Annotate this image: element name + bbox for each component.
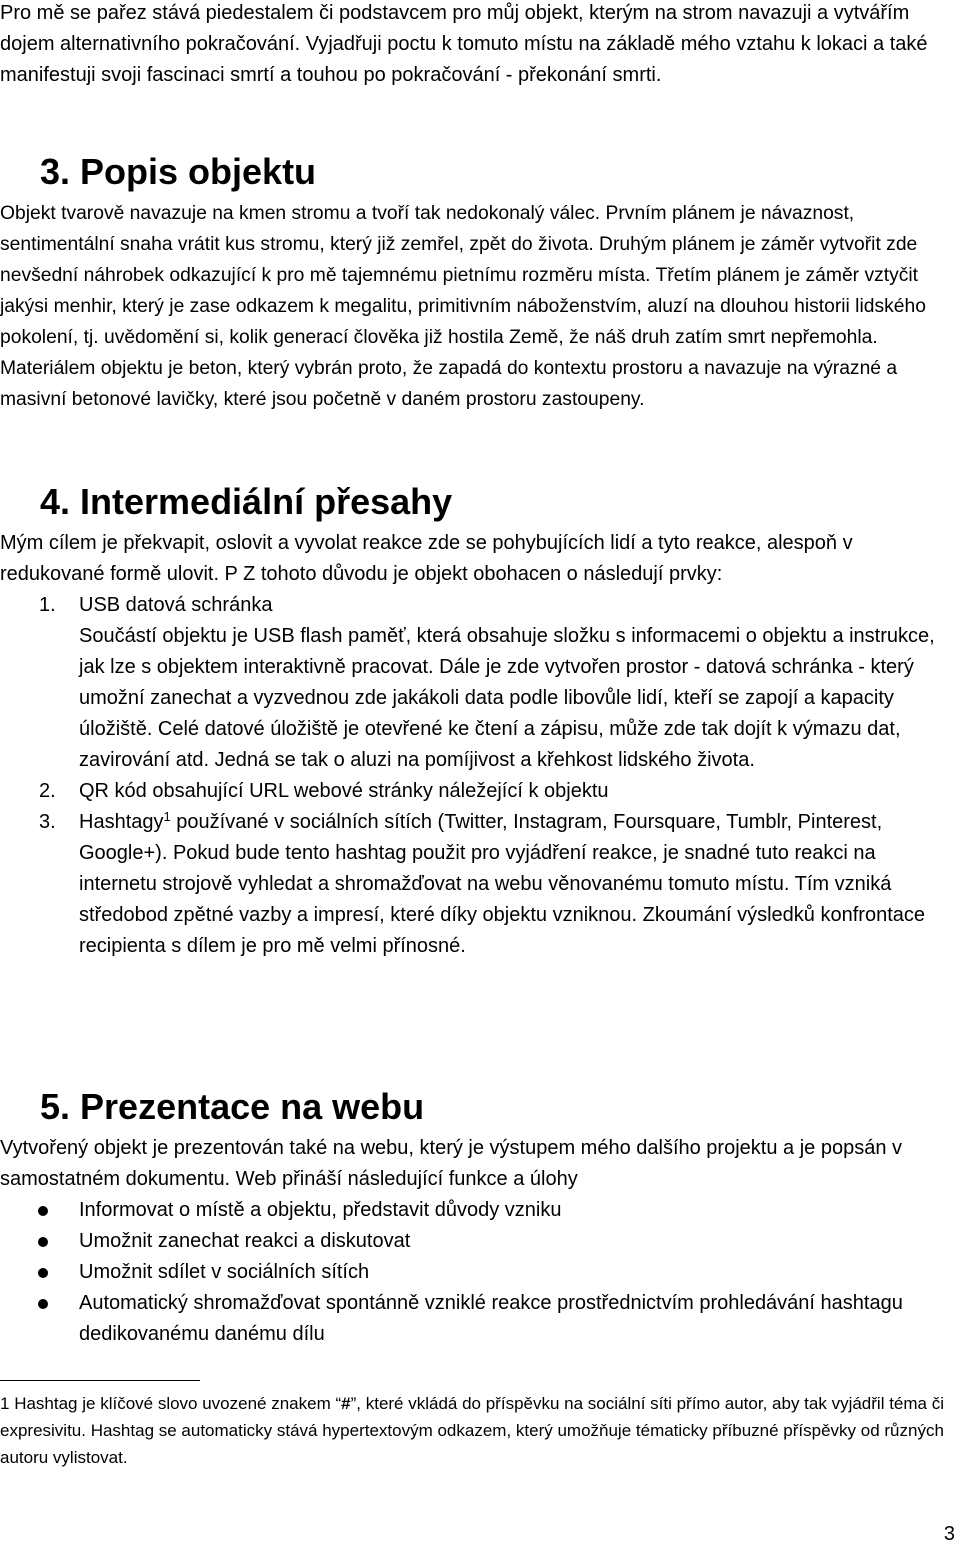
section-4-heading: 4. Intermediální přesahy bbox=[40, 481, 453, 522]
bullet-text: Umožnit zanechat reakci a diskutovat bbox=[79, 1230, 411, 1252]
bullet-item bbox=[0, 1226, 954, 1257]
list-item-text-rest: používané v sociálních sítích (Twitter, Instagram, Foursquare, Tumblr, Pinterest, Google+). Pokud bude tento hashtag použit pro vyjádření reakce, je snadné tuto reakci na internetu strojově vyhledat a shromažďovat na webu věnovanému tomuto místu. Tím vzniká středobod zpětné vazby a impresí, které díky objektu vzniknou. Zkoumání výsledků konfrontace recipienta s dílem je pro mě velmi přínosné. bbox=[79, 811, 925, 957]
page-number: 3 bbox=[943, 1523, 955, 1545]
bullet-icon bbox=[38, 1206, 48, 1216]
bullet-item bbox=[0, 1195, 954, 1226]
bullet-icon bbox=[38, 1268, 48, 1278]
list-item-text-start: Hashtagy bbox=[79, 811, 164, 833]
list-item-text: QR kód obsahující URL webové stránky náležející k objektu bbox=[79, 780, 609, 802]
list-item-number: 2. bbox=[39, 780, 56, 802]
section-5-bullet-list bbox=[0, 1195, 954, 1350]
intro-paragraph: Pro mě se pařez stává piedestalem či podstavcem pro můj objekt, kterým na strom navazuji a vytvářím dojem alternativního pokračování. Vyjadřuji poctu k tomuto místu na základě mého vztahu k lokaci a také manifestuji svoji fascinaci smrtí a touhou po pokračování - překonání smrti. bbox=[0, 2, 928, 86]
section-5-body: Vytvořený objekt je prezentován také na webu, který je výstupem mého dalšího projektu a je popsán v samostatném dokumentu. Web přináší následující funkce a úlohy bbox=[0, 1137, 902, 1190]
bullet-item bbox=[0, 1288, 954, 1350]
footnote-reference[interactable]: 1 bbox=[163, 809, 171, 824]
footnote-symbol: # bbox=[341, 1394, 351, 1413]
bullet-icon bbox=[38, 1237, 48, 1247]
bullet-icon bbox=[38, 1299, 48, 1309]
list-item-text: Součástí objektu je USB flash paměť, která obsahuje složku s informacemi o objektu a instrukce, jak lze s objektem interaktivně pracovat. Dále je zde vytvořen prostor - datová schránka - který umožní zanechat a vyzvednou zde jakákoli data podle libovůle lidí, kteří se zapojí a kapacity úložiště. Celé datové úložiště je otevřené ke čtení a zápisu, může zde tak dojít k výmazu dat, zavirování atd. Jedná se tak o aluzi na pomíjivost a křehkost lidského života. bbox=[79, 625, 935, 771]
footnote-marker: 1 bbox=[0, 1394, 10, 1413]
section-5-heading: 5. Prezentace na webu bbox=[40, 1086, 425, 1127]
list-item-number: 3. bbox=[39, 811, 56, 833]
bullet-text: Informovat o místě a objektu, představit důvody vzniku bbox=[79, 1199, 562, 1221]
footnote bbox=[0, 1390, 956, 1471]
list-item-title: USB datová schránka bbox=[79, 594, 273, 616]
footnote-divider bbox=[0, 1380, 200, 1381]
bullet-text: Automatický shromažďovat spontánně vzniklé reakce prostřednictvím prohledávání hashtagu dedikovanému danému dílu bbox=[79, 1292, 903, 1345]
bullet-item bbox=[0, 1257, 954, 1288]
list-item bbox=[0, 590, 954, 776]
list-item bbox=[0, 807, 954, 962]
footnote-text-rest: ”, které vkládá do příspěvku na sociální síti přímo autor, aby tak vyjádřil téma či expresivitu. Hashtag se automaticky stává hypertextovým odkazem, který umožňuje tématicky příbuzné příspěvky od různých autoru vylistovat. bbox=[0, 1394, 944, 1467]
section-4-list bbox=[0, 590, 954, 962]
list-item bbox=[0, 776, 954, 807]
list-item-number: 1. bbox=[39, 594, 56, 616]
footnote-text-start: Hashtag je klíčové slovo uvozené znakem “ bbox=[9, 1394, 342, 1413]
section-3-body: Objekt tvarově navazuje na kmen stromu a tvoří tak nedokonalý válec. Prvním plánem je návaznost, sentimentální snaha vrátit kus stromu, který již zemřel, zpět do života. Druhým plánem je záměr vytvořit zde nevšední náhrobek odkazující k pro mě tajemnému pietnímu rozměru místa. Třetím plánem je záměr vztyčit jakýsi menhir, který je zase odkazem k megalitu, primitivním náboženstvím, aluzí na dlouhou historii lidského pokolení, tj. uvědomění si, kolik generací člověka již hostila Země, že náš druh zatím smrt nepřemohla. Materiálem objektu je beton, který vybrán proto, že zapadá do kontextu prostoru a navazuje na výrazné a masivní betonové lavičky, které jsou početně v daném prostoru zastoupeny. bbox=[0, 203, 926, 410]
section-3-heading: 3. Popis objektu bbox=[40, 151, 317, 192]
section-4-body: Mým cílem je překvapit, oslovit a vyvolat reakce zde se pohybujících lidí a tyto reakce, alespoň v redukované formě ulovit. P Z tohoto důvodu je objekt obohacen o následují prvky: bbox=[0, 532, 853, 585]
bullet-text: Umožnit sdílet v sociálních sítích bbox=[79, 1261, 370, 1283]
